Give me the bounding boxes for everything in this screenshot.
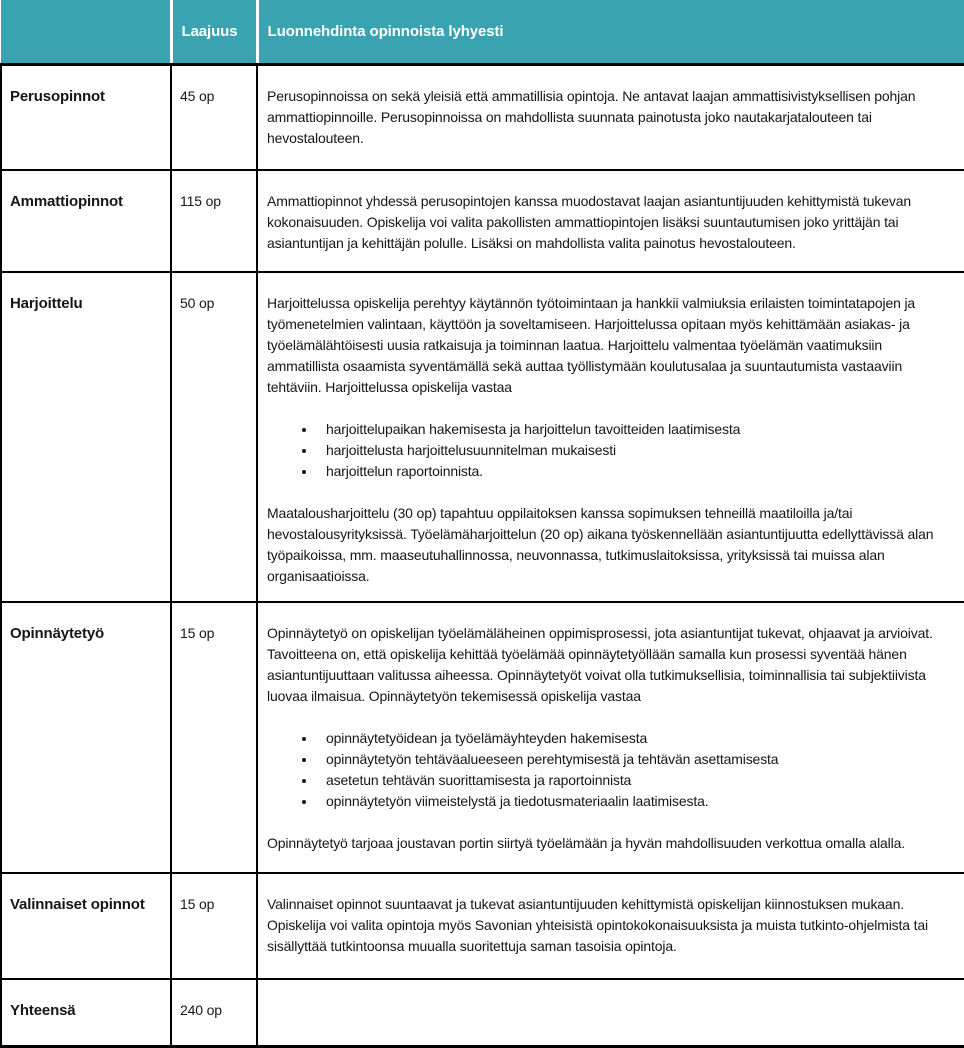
credits-cell: 15 op [171,602,257,873]
header-cell-laajuus: Laajuus [171,0,257,64]
bullet-item: • opinnäytetyön viimeistelystä ja tiedotusmateriaalin laatimisesta. [317,791,950,812]
bullet-item: • opinnäytetyöidean ja työelämäyhteyden hakemisesta [317,728,950,749]
table-row [1,170,964,272]
description-paragraph: Ammattiopinnot yhdessä perusopintojen kanssa muodostavat laajan asiantuntijuuden kehittymistä tukevan kokonaisuuden. Opiskelija voi valita pakollisten ammattiopintojen lisäksi suuntautumisen joko yrittäjän tai asiantuntijan ja kehittäjän polulle. Lisäksi on mahdollista valita painotus hevostalouteen. [267,193,912,251]
credits-cell: 115 op [171,170,257,272]
module-name-cell: Valinnaiset opinnot [1,873,171,979]
header-cell-category [1,0,171,64]
description-paragraph: Maatalousharjoittelu (30 op) tapahtuu oppilaitoksen kanssa sopimuksen tehneillä maatiloilla ja/tai hevostalousyrityksissä. Työelämäharjoittelun (20 op) aikana työskennellään asiantuntijuutta edellyttävissä alan työpaikoissa, mm. maaseutuhallinnossa, neuvonnassa, tutkimuslaitoksissa, yrityksissä tai muissa alan organisaatioissa. [267,505,934,584]
description-paragraph: Perusopinnoissa on sekä yleisiä että ammatillisia opintoja. Ne antavat laajan ammattisivistyksellisen pohjan ammattiopinnoille. Perusopinnoissa on mahdollista suunnata painotusta joko nautakarjatalouteen tai hevostalouteen. [267,87,916,146]
description-cell [257,170,964,272]
table-header [1,0,964,64]
header-row [1,0,964,64]
description-paragraph: Harjoittelussa opiskelija perehtyy käytännön työtoimintaan ja hankkii valmiuksia erilaisten toimintatapojen ja työmenetelmien valintaan, käyttöön ja soveltamiseen. Harjoittelussa opitaan myös kehittämään asiakas- ja työelämälähtöisesti uusia ratkaisuja ja toiminnan laatua. Harjoittelu valmentaa työelämän vaatimuksiin ammatillista osaamista syventämällä sekä auttaa työllistymään koulutusalaa ja suuntautumista vastaaviin tehtäviin. Harjoittelussa opiskelija vastaa [267,295,916,395]
table-row [1,979,964,1046]
bullet-list [267,728,950,812]
description-cell [257,979,964,1046]
bullet-item: • asetetun tehtävän suorittamisesta ja raportoinnista [317,770,950,791]
table-row [1,64,964,170]
bullet-item: • opinnäytetyön tehtäväalueeseen perehtymisestä ja tehtävän asettamisesta [317,749,950,770]
credits-cell: 45 op [171,64,257,170]
bullet-item: • harjoittelupaikan hakemisesta ja harjoittelun tavoitteiden laatimisesta [317,419,950,440]
module-name-cell: Opinnäytetyö [1,602,171,873]
bullet-item: • harjoittelun raportoinnista. [317,461,950,482]
table-row [1,873,964,979]
description-paragraph: Valinnaiset opinnot suuntaavat ja tukevat asiantuntijuuden kehittymistä opiskelijan kiinnostuksen mukaan. Opiskelija voi valita opintoja myös Savonian yhteisistä opintokokonaisuuksista ja muista tutkinto-ohjelmista tai sisällyttää tutkintoonsa muualla suoritettuja saman tasoisia opintoja. [267,896,928,954]
table-row [1,272,964,602]
description-paragraph: Opinnäytetyö on opiskelijan työelämäläheinen oppimisprosessi, jota asiantuntijat tukevat, ohjaavat ja arvioivat. Tavoitteena on, että opiskelija kehittää työelämää opinnäytetyöllään samalla kun prosessi syventää hänen asiantuntijuuttaan valitussa aiheessa. Opinnäytetyöt voivat olla tutkimuksellisia, toiminnallisia tai subjektiivista luovaa ilmaisua. Opinnäytetyön tekemisessä opiskelija vastaa [267,625,933,704]
description-cell [257,873,964,979]
module-name-cell: Yhteensä [1,979,171,1046]
bullet-item: • harjoittelusta harjoittelusuunnitelman mukaisesti [317,440,950,461]
credits-cell: 240 op [171,979,257,1046]
credits-cell: 15 op [171,873,257,979]
table-body [1,64,964,1046]
module-name-cell: Perusopinnot [1,64,171,170]
description-cell [257,602,964,873]
bullet-list [267,419,950,482]
module-name-cell: Ammattiopinnot [1,170,171,272]
credits-cell: 50 op [171,272,257,602]
description-cell [257,64,964,170]
module-name-cell: Harjoittelu [1,272,171,602]
header-cell-description: Luonnehdinta opinnoista lyhyesti [257,0,964,64]
description-paragraph: Opinnäytetyö tarjoaa joustavan portin siirtyä työelämään ja hyvän mahdollisuuden verkottua omalla alalla. [267,835,905,851]
table-row [1,602,964,873]
description-cell [257,272,964,602]
